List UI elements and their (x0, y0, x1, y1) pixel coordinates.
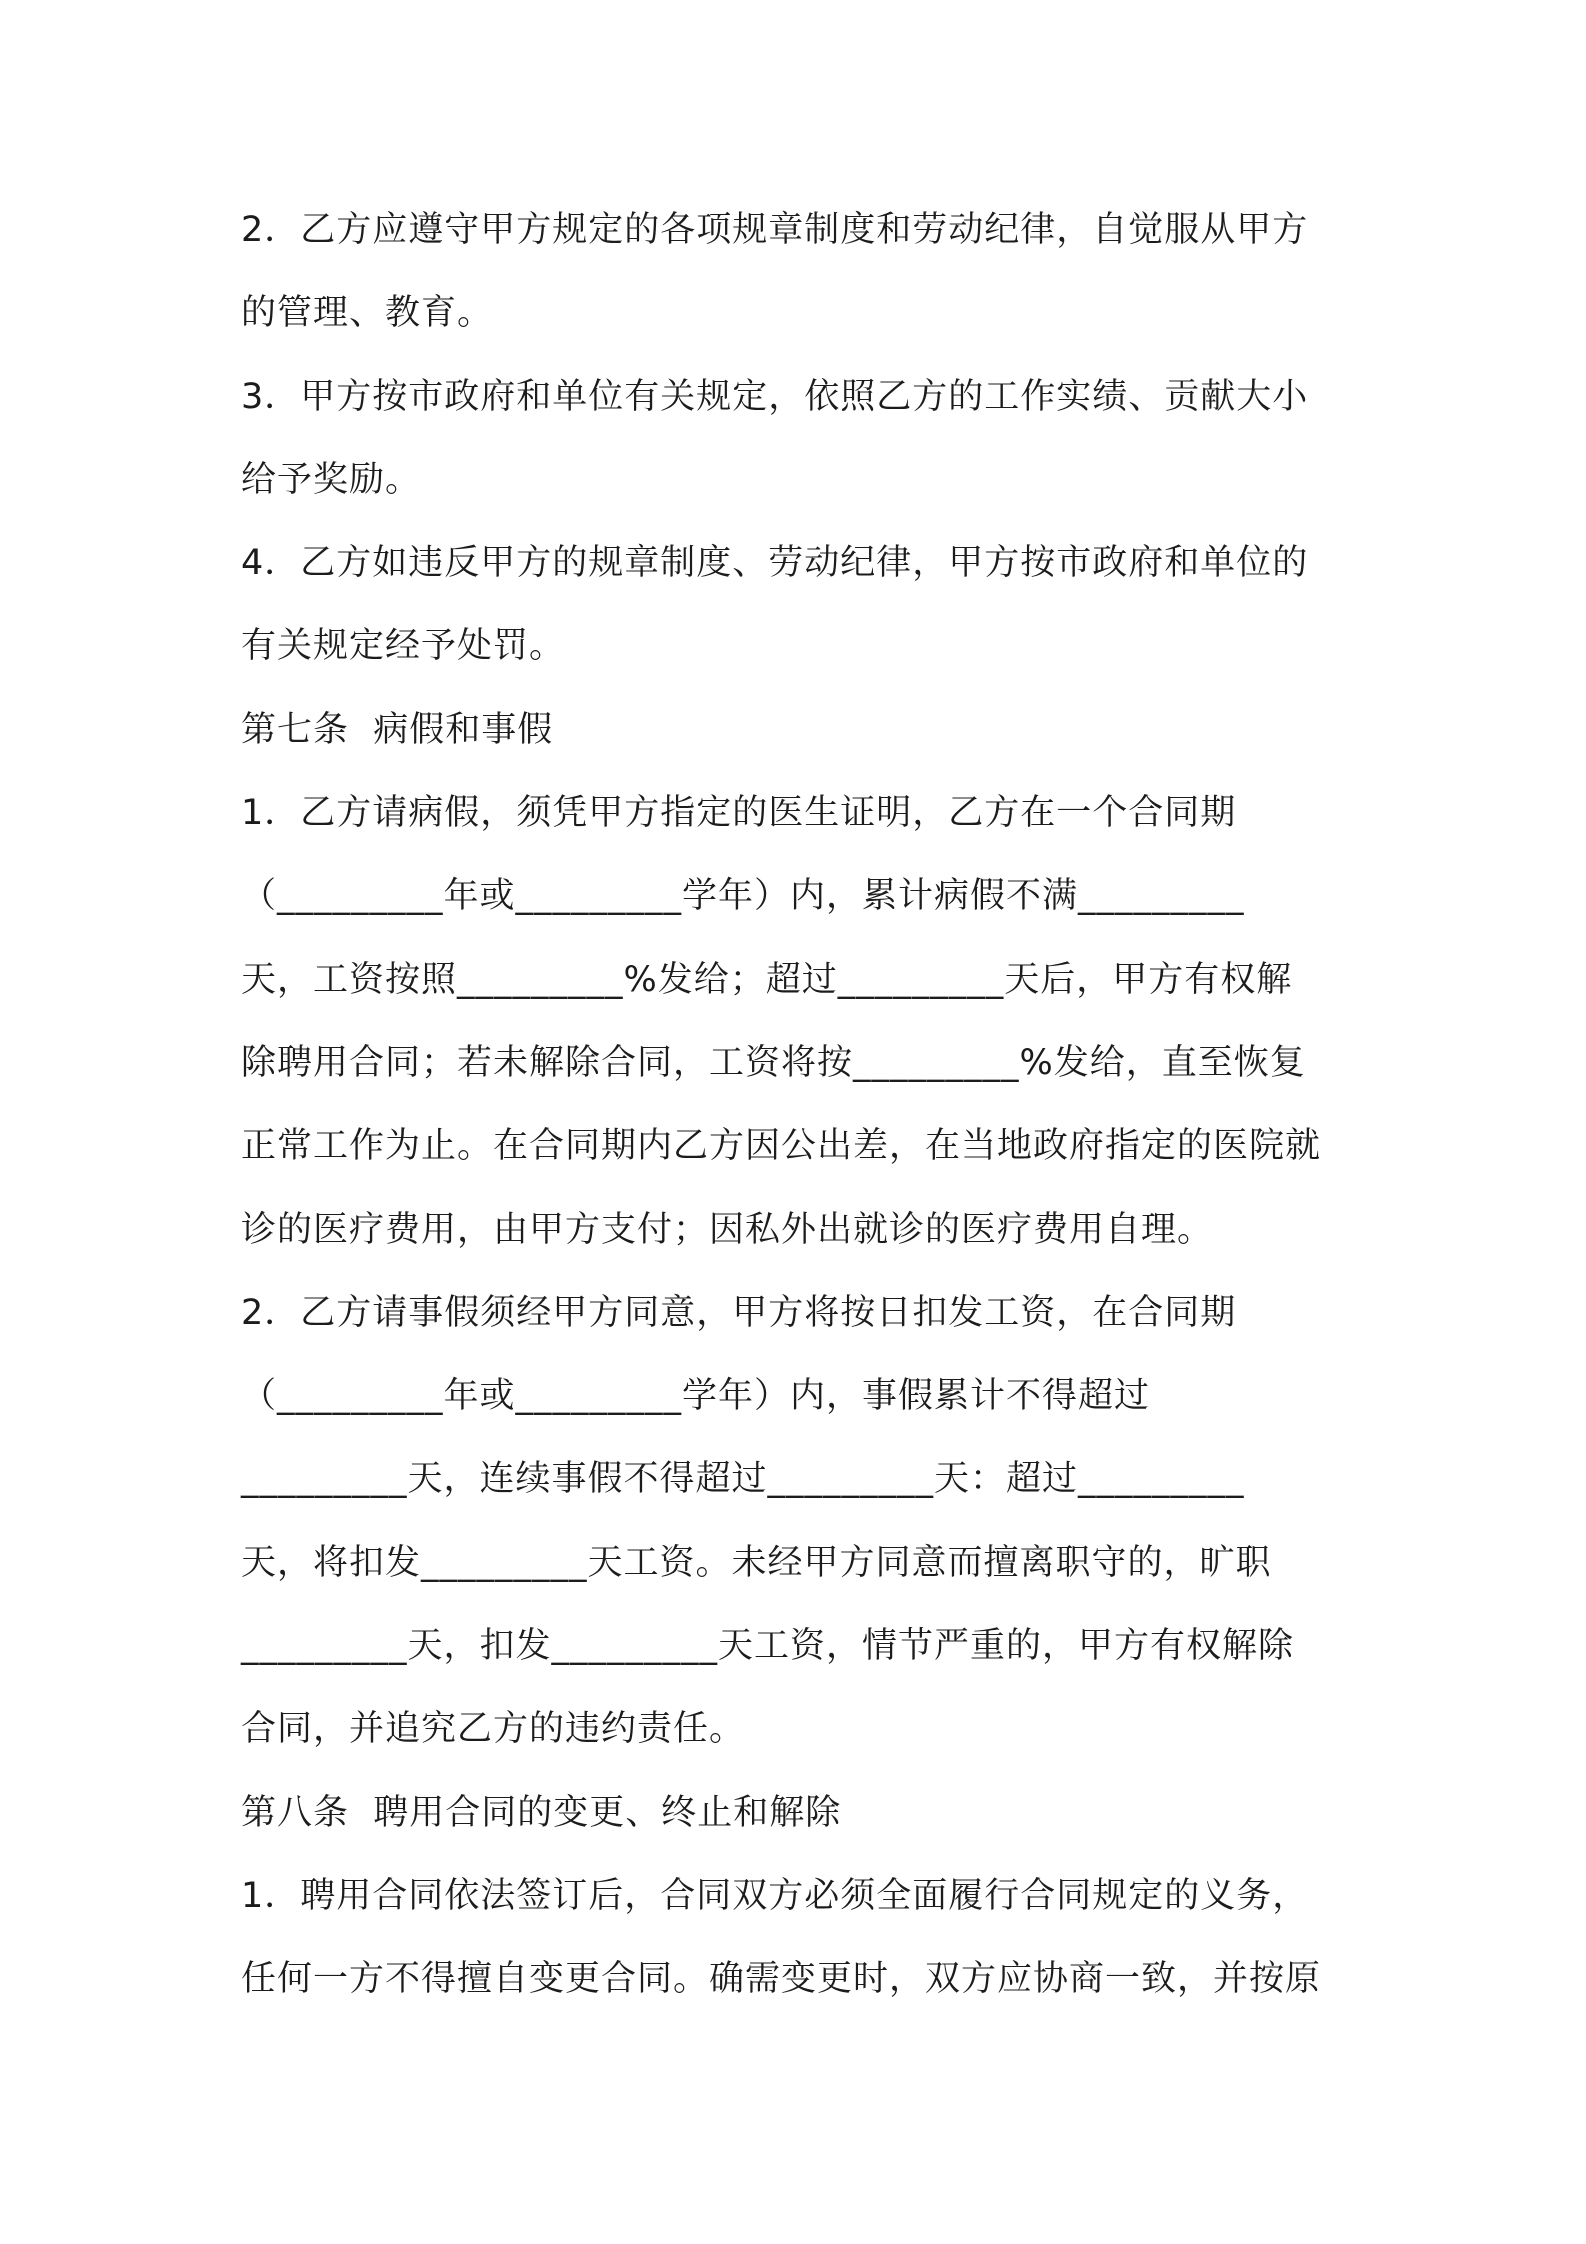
text-line-9: （_________年或_________学年）内，累计病假不满_________ (241, 876, 1245, 917)
text-line-1: 2．乙方应遵守甲方规定的各项规章制度和劳动纪律，自觉服从甲方 (241, 210, 1309, 250)
section-heading-article-7: 第七条 病假和事假 (241, 709, 554, 750)
text-line-6: 有关规定经予处罚。 (241, 626, 566, 667)
contract-body (241, 200, 1361, 2033)
text-line-16: _________天，连续事假不得超过_________天：超过_________ (241, 1459, 1245, 1500)
text-line-14: 2．乙方请事假须经甲方同意，甲方将按日扣发工资，在合同期 (241, 1292, 1237, 1333)
text-line-15: （_________年或_________学年）内，事假累计不得超过 (241, 1376, 1151, 1417)
text-line-3: 3．甲方按市政府和单位有关规定，依照乙方的工作实绩、贡献大小 (241, 376, 1309, 417)
text-line-5: 4．乙方如违反甲方的规章制度、劳动纪律，甲方按市政府和单位的 (241, 543, 1309, 584)
text-line-17: 天，将扣发_________天工资。未经甲方同意而擅离职守的，旷职 (241, 1542, 1272, 1583)
text-line-19: 合同，并追究乙方的违约责任。 (241, 1709, 746, 1750)
text-line-13: 诊的医疗费用，由甲方支付；因私外出就诊的医疗费用自理。 (241, 1209, 1214, 1250)
text-line-10: 天，工资按照_________%发给；超过_________天后，甲方有权解 (241, 959, 1293, 1000)
text-line-12: 正常工作为止。在合同期内乙方因公出差，在当地政府指定的医院就 (241, 1126, 1322, 1167)
section-heading-article-8: 第八条 聘用合同的变更、终止和解除 (241, 1792, 842, 1833)
text-line-18: _________天，扣发_________天工资，情节严重的，甲方有权解除 (241, 1626, 1295, 1667)
text-line-8: 1．乙方请病假，须凭甲方指定的医生证明，乙方在一个合同期 (241, 793, 1237, 834)
text-line-4: 给予奖励。 (241, 459, 422, 500)
text-line-22: 任何一方不得擅自变更合同。确需变更时，双方应协商一致，并按原 (241, 1959, 1322, 2000)
text-line-11: 除聘用合同；若未解除合同，工资将按_________%发给，直至恢复 (241, 1042, 1306, 1083)
text-line-21: 1．聘用合同依法签订后，合同双方必须全面履行合同规定的义务， (241, 1875, 1309, 1916)
text-line-2: 的管理、教育。 (241, 293, 494, 334)
